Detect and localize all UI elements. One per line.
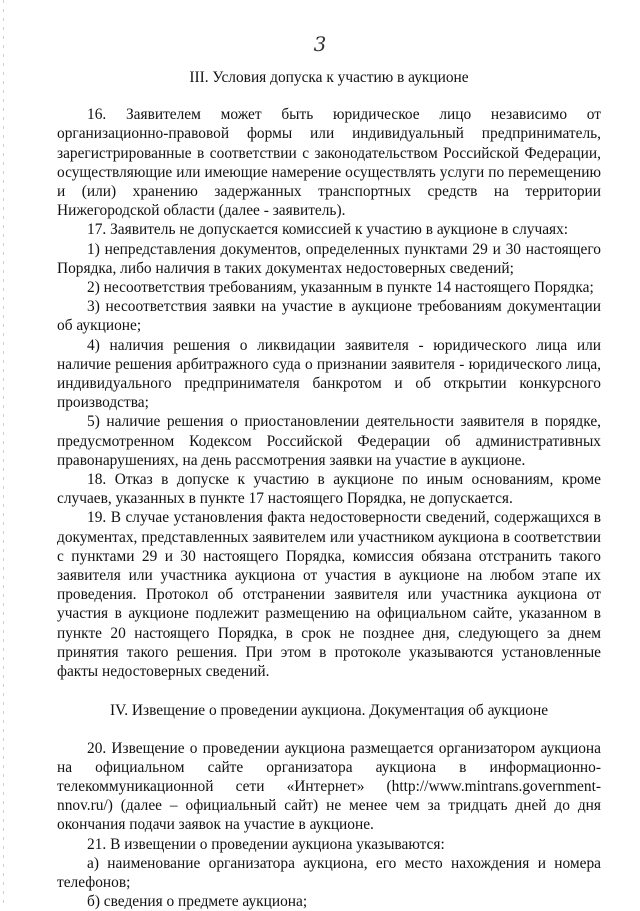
paragraph-20: 20. Извещение о проведении аукциона размещается организатором аукциона на официальном сайте организатора аукциона в информационно-телекоммуникационной сети «Интернет» (http://www.mintrans.government-nnov.ru/) (далее – официальный сайт) не менее чем за тридцать дней до дня окончания подачи заявок на участие в аукционе.: [57, 739, 601, 834]
paragraph-17-item-2: 2) несоответствия требованиям, указанным в пункте 14 настоящего Порядка;: [87, 279, 594, 297]
paragraph-17-item-5: 5) наличие решения о приостановлении деятельности заявителя в порядке, предусмотренном Кодексом Российской Федерации об административных правонарушениях, на день рассмотрения заявки на участие в аукционе.: [57, 413, 601, 469]
paragraph-18: 18. Отказ в допуске к участию в аукционе по иным основаниям, кроме случаев, указанных в пункте 17 настоящего Порядка, не допускается.: [57, 471, 601, 508]
paragraph-21: 21. В извещении о проведении аукциона указываются:: [87, 835, 445, 853]
paragraph-17-item-1: 1) непредставления документов, определенных пунктами 29 и 30 настоящего Порядка, либо наличия в таких документах недостоверных сведений;: [57, 240, 601, 277]
page-number: 3: [313, 32, 327, 56]
paragraph-19: 19. В случае установления факта недостоверности сведений, содержащихся в документах, представленных заявителем или участником аукциона в соответствии с пунктами 29 и 30 настоящего Порядка, комиссия обязана отстранить такого заявителя или участника аукциона от участия в аукционе на любом этапе их проведения. Протокол об отстранении заявителя или участника аукциона от участия в аукционе подлежит размещению на официальном сайте, указанном в пункте 20 настоящего Порядка, в срок не позднее дня, следующего за днем принятия такого решения. При этом в протоколе указываются установленные факты недостоверных сведений.: [57, 509, 601, 681]
section-4-heading: IV. Извещение о проведении аукциона. Документация об аукционе: [109, 702, 549, 720]
paragraph-17-item-4: 4) наличия решения о ликвидации заявителя - юридического лица или наличие решения арбитражного суда о признании заявителя - юридического лица, индивидуального предпринимателя банкротом и об открытии конкурсного производства;: [57, 336, 601, 412]
paragraph-21-item-b: б) сведения о предмете аукциона;: [87, 893, 308, 911]
paragraph-21-item-a: а) наименование организатора аукциона, его место нахождения и номера телефонов;: [57, 854, 601, 891]
paragraph-17-item-3: 3) несоответствия заявки на участие в аукционе требованиям документации об аукционе;: [57, 298, 601, 335]
section-3-heading: III. Условия допуска к участию в аукционе: [189, 69, 469, 86]
scan-edge-mark: [3, 0, 4, 905]
document-body: [57, 68, 601, 911]
paragraph-17: 17. Заявитель не допускается комиссией к участию в аукционе в случаях:: [87, 221, 569, 239]
paragraph-16: 16. Заявителем может быть юридическое лицо независимо от организационно-правовой формы или индивидуальный предприниматель, зарегистрированные в соответствии с законодательством Российской Федерации, осуществляющие или имеющие намерение осуществлять услуги по перемещению и (или) хранению задержанных транспортных средств на территории Нижегородской области (далее - заявитель).: [57, 106, 601, 220]
